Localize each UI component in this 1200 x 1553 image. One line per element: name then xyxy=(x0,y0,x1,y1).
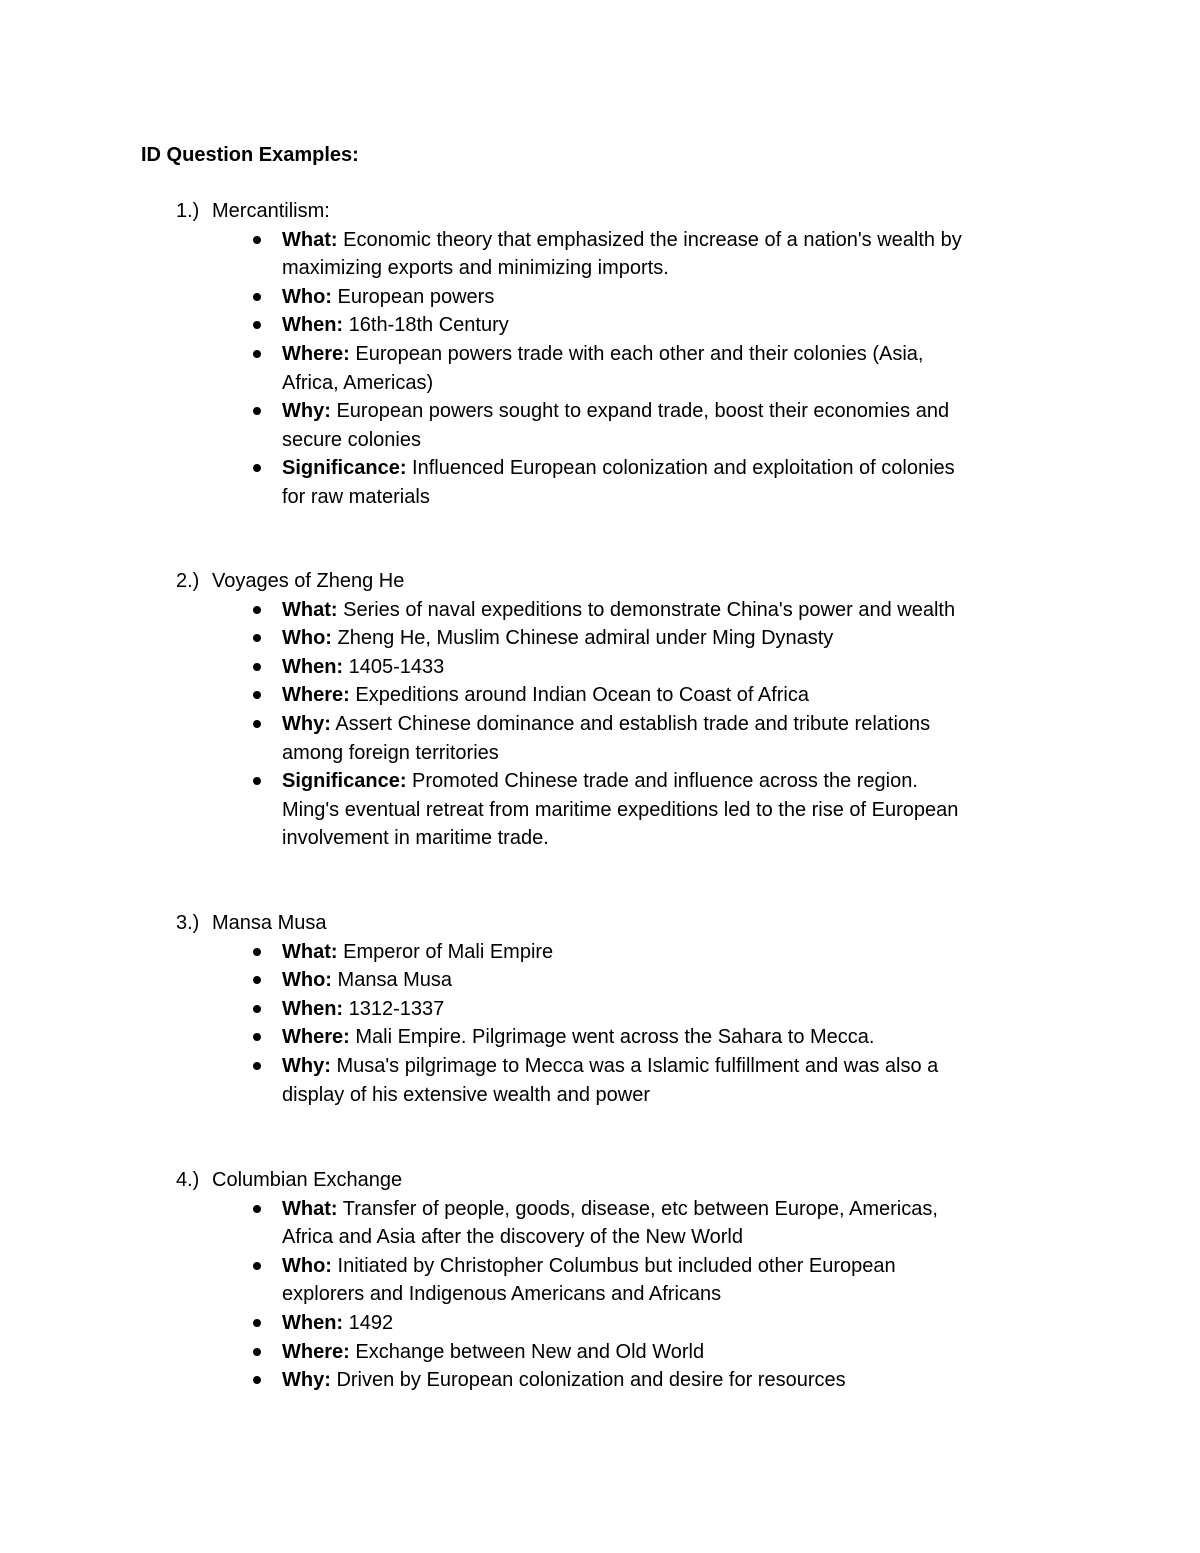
fact-list xyxy=(176,226,1076,512)
fact-text: 1492 xyxy=(348,1311,394,1334)
item-title: Columbian Exchange xyxy=(212,1169,403,1191)
item-number: 3.) xyxy=(176,912,200,934)
fact-text: Zheng He, Muslim Chinese admiral under Ming Dynasty xyxy=(337,627,834,650)
fact-item xyxy=(176,653,962,682)
fact-label: Why: xyxy=(282,400,331,423)
bullet-icon xyxy=(253,1376,261,1384)
item-title: Voyages of Zheng He xyxy=(212,570,405,592)
fact-label: When: xyxy=(282,1311,344,1334)
fact-label: Where: xyxy=(282,342,350,365)
fact-text: Series of naval expeditions to demonstrate China's power and wealth xyxy=(343,598,956,621)
fact-text: Emperor of Mali Empire xyxy=(343,940,554,963)
fact-label: Who: xyxy=(282,627,332,650)
bullet-icon xyxy=(253,1262,261,1270)
item-heading xyxy=(176,909,1076,938)
fact-label: Significance: xyxy=(282,457,407,480)
fact-text: Exchange between New and Old World xyxy=(355,1340,705,1363)
fact-item xyxy=(176,681,962,710)
fact-item xyxy=(176,596,962,625)
fact-item xyxy=(176,311,962,340)
bullet-icon xyxy=(253,663,261,671)
fact-label: Why: xyxy=(282,1369,331,1392)
fact-list xyxy=(176,596,1076,853)
document-title: ID Question Examples: xyxy=(141,144,359,166)
bullet-icon xyxy=(253,407,261,415)
fact-text: European powers sought to expand trade, boost their economies and secure colonies xyxy=(282,400,950,451)
bullet-icon xyxy=(253,606,261,614)
fact-label: Where: xyxy=(282,684,350,707)
bullet-icon xyxy=(253,777,261,785)
fact-text: Driven by European colonization and desire for resources xyxy=(336,1369,846,1392)
fact-label: What: xyxy=(282,1197,338,1220)
item-title: Mercantilism: xyxy=(212,200,330,222)
bullet-icon xyxy=(253,1033,261,1041)
fact-item xyxy=(176,1052,962,1109)
fact-text: Promoted Chinese trade and influence across the region. Ming's eventual retreat from maritime expeditions led to the rise of European involvement in maritime trade. xyxy=(282,770,959,850)
fact-item xyxy=(176,1195,962,1252)
bullet-icon xyxy=(253,948,261,956)
bullet-icon xyxy=(253,464,261,472)
fact-text: 16th-18th Century xyxy=(348,314,509,337)
bullet-icon xyxy=(253,293,261,301)
bullet-icon xyxy=(253,350,261,358)
item-number: 1.) xyxy=(176,200,200,222)
bullet-icon xyxy=(253,236,261,244)
list-item-voyages-of-zheng-he xyxy=(176,567,1076,853)
fact-label: What: xyxy=(282,940,338,963)
fact-label: What: xyxy=(282,598,338,621)
fact-label: Who: xyxy=(282,1254,332,1277)
fact-label: Significance: xyxy=(282,770,407,793)
bullet-icon xyxy=(253,691,261,699)
bullet-icon xyxy=(253,321,261,329)
item-heading xyxy=(176,197,1076,226)
bullet-icon xyxy=(253,976,261,984)
fact-text: Musa's pilgrimage to Mecca was a Islamic fulfillment and was also a display of his extensive wealth and power xyxy=(282,1054,939,1106)
fact-label: Who: xyxy=(282,285,332,308)
fact-item xyxy=(176,966,962,995)
fact-text: Influenced European colonization and exploitation of colonies for raw materials xyxy=(282,457,955,508)
fact-text: Mansa Musa xyxy=(337,969,453,992)
fact-text: Assert Chinese dominance and establish trade and tribute relations among foreign territories xyxy=(282,712,931,764)
fact-item xyxy=(176,226,962,283)
fact-text: 1312-1337 xyxy=(348,997,445,1020)
fact-label: What: xyxy=(282,228,338,251)
bullet-icon xyxy=(253,1319,261,1327)
fact-label: Where: xyxy=(282,1026,350,1049)
bullet-icon xyxy=(253,1062,261,1070)
fact-item xyxy=(176,938,962,967)
fact-label: Why: xyxy=(282,1054,331,1077)
fact-label: Where: xyxy=(282,1340,350,1363)
list-item-mercantilism xyxy=(176,197,1076,512)
fact-label: When: xyxy=(282,997,344,1020)
fact-text: Economic theory that emphasized the increase of a nation's wealth by maximizing exports and minimizing imports. xyxy=(282,228,962,280)
fact-list xyxy=(176,938,1076,1110)
bullet-icon xyxy=(253,720,261,728)
bullet-icon xyxy=(253,634,261,642)
fact-item xyxy=(176,767,962,853)
fact-item xyxy=(176,1338,962,1367)
item-title: Mansa Musa xyxy=(212,912,327,934)
fact-item xyxy=(176,1309,962,1338)
fact-list xyxy=(176,1195,1076,1395)
fact-item xyxy=(176,1366,962,1395)
fact-text: 1405-1433 xyxy=(348,655,445,678)
item-number: 4.) xyxy=(176,1169,200,1191)
fact-text: European powers xyxy=(337,285,495,308)
fact-label: When: xyxy=(282,314,344,337)
fact-label: Who: xyxy=(282,969,332,992)
fact-item xyxy=(176,624,962,653)
bullet-icon xyxy=(253,1205,261,1213)
fact-text: Transfer of people, goods, disease, etc between Europe, Americas, Africa and Asia after the discovery of the New World xyxy=(282,1197,938,1249)
fact-item xyxy=(176,454,962,511)
list-item-mansa-musa xyxy=(176,909,1076,1109)
item-heading xyxy=(176,1166,1076,1195)
fact-text: Expeditions around Indian Ocean to Coast of Africa xyxy=(355,684,809,707)
bullet-icon xyxy=(253,1005,261,1013)
fact-text: Mali Empire. Pilgrimage went across the Sahara to Mecca. xyxy=(355,1026,875,1049)
fact-item xyxy=(176,1023,962,1052)
fact-label: Why: xyxy=(282,712,331,735)
fact-item xyxy=(176,340,962,397)
item-heading xyxy=(176,567,1076,596)
fact-label: When: xyxy=(282,655,344,678)
fact-item xyxy=(176,710,962,767)
fact-item xyxy=(176,283,962,312)
fact-item xyxy=(176,397,962,454)
bullet-icon xyxy=(253,1348,261,1356)
fact-text: European powers trade with each other and their colonies (Asia, Africa, Americas) xyxy=(282,342,924,394)
item-number: 2.) xyxy=(176,570,200,592)
fact-text: Initiated by Christopher Columbus but included other European explorers and Indigenous Americans and Africans xyxy=(282,1254,896,1306)
fact-item xyxy=(176,995,962,1024)
fact-item xyxy=(176,1252,962,1309)
list-item-columbian-exchange xyxy=(176,1166,1076,1395)
